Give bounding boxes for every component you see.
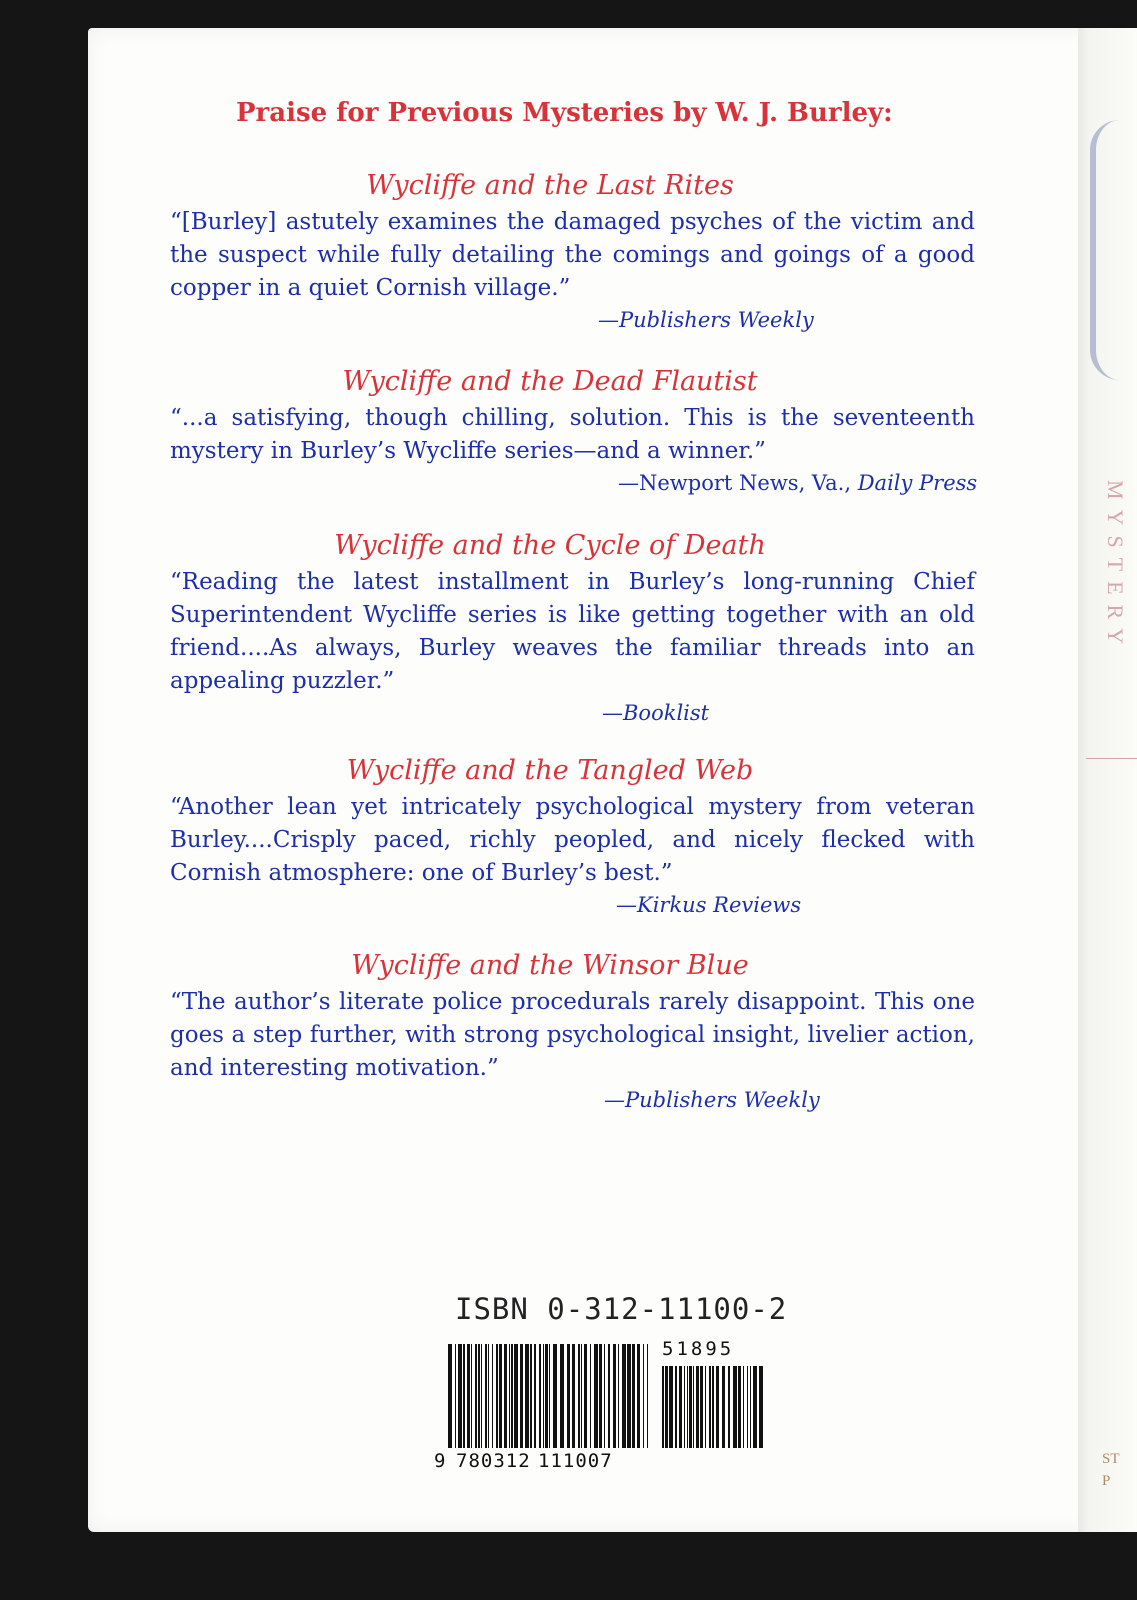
barcode-bar bbox=[467, 1344, 470, 1448]
barcode-bar bbox=[750, 1366, 751, 1448]
barcode-bar bbox=[481, 1344, 482, 1448]
review-quote: “Reading the latest installment in Burley’s long-running Chief Superintendent Wycliffe series is like getting together with an old friend....As always, Burley weaves the familiar threads into an appealing puzzler.” bbox=[170, 569, 975, 694]
barcode-main-digits: 780312 bbox=[456, 1450, 531, 1472]
barcode-bar bbox=[539, 1344, 541, 1448]
barcode-bar bbox=[743, 1366, 744, 1448]
barcode-bar bbox=[545, 1344, 548, 1448]
barcode-bar bbox=[488, 1344, 489, 1448]
barcode-bar bbox=[485, 1344, 487, 1448]
review-quote: “...a satisfying, though chilling, solution. This is the seventeenth mystery in Burley’s Wycliffe series—and a winner.” bbox=[170, 405, 975, 464]
barcode-bar bbox=[689, 1366, 692, 1448]
barcode-bar bbox=[643, 1344, 644, 1448]
barcode-bar bbox=[738, 1366, 741, 1448]
review-quote: “The author’s literate police procedurals rarely disappoint. This one goes a step further, with strong psychological insight, livelier action, and interesting motivation.” bbox=[170, 989, 975, 1081]
review-block bbox=[170, 168, 1000, 335]
barcode-bar bbox=[584, 1344, 587, 1448]
review-source bbox=[618, 468, 1137, 498]
praise-header: Praise for Previous Mysteries by W. J. Burley: bbox=[236, 98, 893, 128]
review-source-name: —Publishers Weekly bbox=[604, 1088, 820, 1112]
spine-label: MYSTERY bbox=[1103, 480, 1128, 654]
review-source-name: —Kirkus Reviews bbox=[616, 893, 802, 917]
barcode-addon-digits: 51895 bbox=[662, 1338, 735, 1360]
barcode-bar bbox=[543, 1344, 544, 1448]
barcode-bar bbox=[716, 1366, 719, 1448]
review-source bbox=[616, 890, 1137, 920]
barcode-bar bbox=[471, 1344, 472, 1448]
barcode-bar bbox=[511, 1344, 513, 1448]
review-title: Wycliffe and the Cycle of Death bbox=[334, 530, 766, 561]
spine-divider bbox=[1086, 758, 1137, 759]
spine-publisher-mark bbox=[1102, 1448, 1120, 1492]
barcode-bar bbox=[594, 1344, 598, 1448]
barcode-bar bbox=[578, 1344, 580, 1448]
review-source bbox=[602, 698, 1137, 728]
barcode-bar bbox=[618, 1344, 619, 1448]
barcode-bar bbox=[499, 1344, 502, 1448]
review-source bbox=[604, 1085, 1137, 1115]
barcode-bar bbox=[647, 1344, 648, 1448]
barcode-bar bbox=[520, 1344, 523, 1448]
barcode-bar bbox=[632, 1344, 635, 1448]
barcode-bar bbox=[455, 1344, 456, 1448]
barcode-bar bbox=[608, 1344, 610, 1448]
barcode-bar bbox=[478, 1344, 480, 1448]
barcode-bar bbox=[700, 1366, 703, 1448]
barcode-bar bbox=[709, 1366, 711, 1448]
barcode-bar bbox=[463, 1344, 465, 1448]
review-title: Wycliffe and the Last Rites bbox=[366, 170, 734, 201]
barcode-bar bbox=[662, 1366, 664, 1448]
review-title: Wycliffe and the Winsor Blue bbox=[351, 950, 749, 981]
barcode-bar bbox=[613, 1344, 616, 1448]
barcode-second-digits: 111007 bbox=[538, 1450, 613, 1472]
barcode-bar bbox=[553, 1344, 557, 1448]
barcode-bar bbox=[448, 1344, 452, 1448]
barcode-bar bbox=[687, 1366, 688, 1448]
barcode-bar bbox=[753, 1366, 757, 1448]
barcode-bar bbox=[693, 1366, 694, 1448]
review-block bbox=[170, 364, 1000, 498]
barcode-bar bbox=[458, 1344, 462, 1448]
barcode-bar bbox=[604, 1344, 605, 1448]
barcode-bar bbox=[627, 1344, 631, 1448]
barcode-bars bbox=[434, 1344, 784, 1454]
spine-bottom-line1: ST bbox=[1102, 1451, 1120, 1467]
barcode-bar bbox=[696, 1366, 699, 1448]
barcode-bar bbox=[637, 1344, 640, 1448]
barcode-bar bbox=[509, 1344, 510, 1448]
barcode-bar bbox=[590, 1344, 591, 1448]
review-source bbox=[598, 305, 1137, 335]
barcode-bar bbox=[665, 1366, 668, 1448]
barcode-bar bbox=[560, 1344, 564, 1448]
review-quote: “Another lean yet intricately psychological mystery from veteran Burley....Crisply paced, richly peopled, and nicely flecked with Cornish atmosphere: one of Burley’s best.” bbox=[170, 794, 975, 886]
barcode-bar bbox=[492, 1344, 493, 1448]
barcode-bar bbox=[514, 1344, 518, 1448]
barcode-bar bbox=[669, 1366, 673, 1448]
barcode-lead-digit: 9 bbox=[434, 1450, 446, 1472]
isbn-number: ISBN 0-312-11100-2 bbox=[455, 1292, 788, 1326]
barcode-bar bbox=[549, 1344, 550, 1448]
barcode-bar bbox=[728, 1366, 730, 1448]
barcode-bar bbox=[504, 1344, 507, 1448]
review-source-prefix: —Newport News, Va., bbox=[618, 471, 858, 495]
barcode-bar bbox=[759, 1366, 763, 1448]
spine-bottom-line2: P bbox=[1102, 1473, 1111, 1489]
review-source-name: Daily Press bbox=[857, 471, 978, 495]
barcode-bar bbox=[567, 1344, 570, 1448]
barcode-bar bbox=[684, 1366, 685, 1448]
review-source-name: —Booklist bbox=[602, 701, 710, 725]
barcode-bar bbox=[747, 1366, 748, 1448]
barcode-bar bbox=[705, 1366, 706, 1448]
review-block bbox=[170, 528, 1000, 728]
barcode-bar bbox=[496, 1344, 498, 1448]
barcode-bar bbox=[622, 1344, 626, 1448]
isbn-barcode bbox=[434, 1338, 784, 1480]
review-title: Wycliffe and the Tangled Web bbox=[346, 755, 754, 786]
review-block bbox=[170, 753, 1000, 920]
barcode-bar bbox=[722, 1366, 725, 1448]
review-source-name: —Publishers Weekly bbox=[598, 308, 814, 332]
barcode-bar bbox=[675, 1366, 677, 1448]
barcode-bar bbox=[525, 1344, 529, 1448]
review-block bbox=[170, 948, 1000, 1115]
barcode-bar bbox=[530, 1344, 532, 1448]
barcode-bar bbox=[712, 1366, 714, 1448]
spine-script-flourish bbox=[1090, 120, 1136, 380]
barcode-bar bbox=[679, 1366, 682, 1448]
barcode-bar bbox=[581, 1344, 582, 1448]
barcode-bar bbox=[534, 1344, 536, 1448]
barcode-bar bbox=[733, 1366, 737, 1448]
review-title: Wycliffe and the Dead Flautist bbox=[342, 366, 758, 397]
barcode-bar bbox=[599, 1344, 602, 1448]
barcode-bar bbox=[572, 1344, 575, 1448]
review-quote: “[Burley] astutely examines the damaged psyches of the victim and the suspect while fully detailing the comings and goings of a good copper in a quiet Cornish village.” bbox=[170, 209, 975, 301]
barcode-bar bbox=[475, 1344, 477, 1448]
